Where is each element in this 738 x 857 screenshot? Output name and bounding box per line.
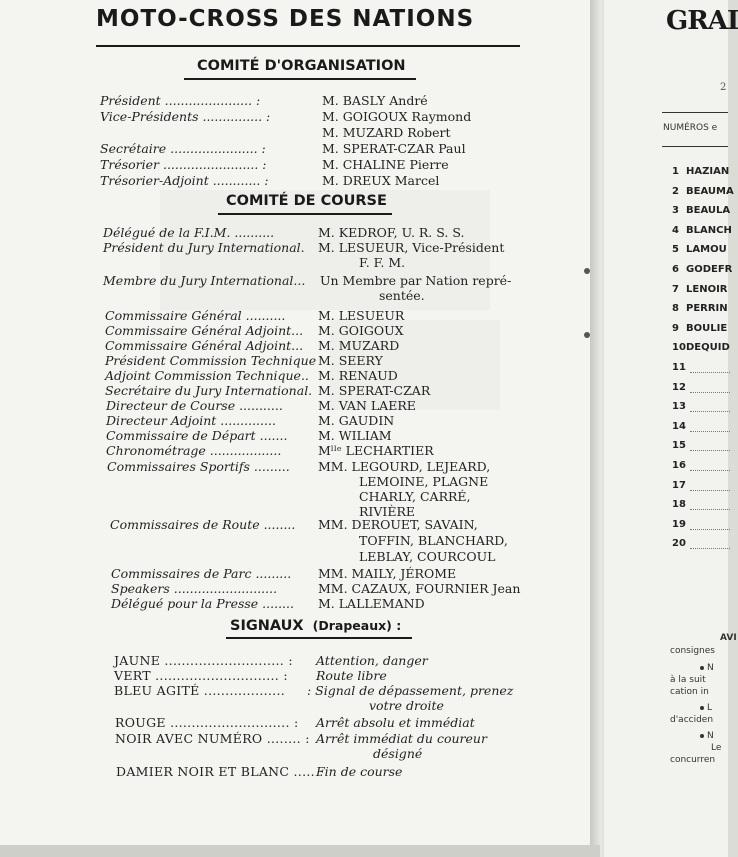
signal-label: BLEU AGITÉ ...................	[114, 683, 285, 698]
right-page-title: GRAI	[666, 6, 738, 36]
rider-number: 11	[672, 362, 686, 373]
course-label: Commissaire Général ..........	[105, 308, 286, 323]
course-row	[105, 323, 545, 339]
rider-name: GODEFR	[686, 264, 733, 275]
org-label: Trésorier ........................ :	[100, 157, 267, 172]
course-label: Speakers ..........................	[111, 581, 278, 596]
rider-row	[672, 421, 728, 437]
bullet-icon	[700, 706, 704, 710]
title-underline	[96, 45, 520, 47]
course-row	[105, 383, 545, 399]
course-row	[105, 353, 545, 369]
course-value: Mˡˡᵉ LECHARTIER	[318, 443, 434, 458]
rider-row	[672, 499, 728, 515]
signal-row	[115, 746, 555, 762]
course-value: MM. LEGOURD, LEJEARD,	[318, 459, 491, 474]
signal-row	[114, 653, 554, 669]
rider-name: BEAULA	[686, 205, 731, 217]
course-value: M. LESUEUR	[318, 308, 405, 323]
riders-header: NUMÉROS e	[663, 123, 718, 133]
signal-value: Route libre	[316, 668, 387, 683]
course-value: CHARLY, CARRÉ,	[359, 489, 471, 504]
rider-name: LENOIR	[686, 283, 728, 295]
rider-blank-line	[690, 431, 730, 432]
rider-name: BOULIE	[686, 322, 728, 334]
rider-number: 5	[672, 244, 679, 256]
organisation-underline	[184, 78, 416, 80]
rider-number: 17	[672, 479, 686, 491]
course-value: M. SPERAT-CZAR	[318, 383, 431, 398]
rider-row	[672, 224, 732, 241]
page-edge	[0, 845, 600, 857]
rider-number: 7	[672, 283, 679, 295]
organisation-heading: COMITÉ D'ORGANISATION	[197, 58, 406, 74]
rider-row	[672, 323, 728, 339]
rider-row	[672, 440, 728, 456]
rider-name: BLANCH	[686, 224, 732, 236]
course-row	[110, 533, 550, 549]
rider-row	[672, 519, 728, 535]
course-label: Directeur Adjoint ..............	[106, 413, 276, 428]
rider-row	[672, 342, 728, 358]
rider-name: DEQUID	[686, 342, 730, 354]
course-row	[110, 549, 550, 565]
signals-heading	[230, 618, 401, 634]
rider-row	[672, 401, 728, 417]
rider-blank-line	[690, 490, 730, 491]
notice-bullet	[700, 663, 714, 673]
rider-row	[672, 205, 731, 221]
rider-blank-line	[690, 372, 730, 373]
course-value: F. F. M.	[359, 255, 406, 270]
course-row	[103, 255, 543, 271]
rider-row	[672, 538, 728, 554]
notice-heading: AVI	[720, 633, 737, 643]
rider-name: LAMOU	[686, 244, 727, 256]
org-label: Président ...................... :	[100, 93, 261, 108]
rider-name: HAZIAN	[686, 166, 730, 177]
signal-value: Arrêt immédiat du coureur	[316, 731, 487, 746]
right-page-number: 2	[720, 82, 727, 93]
org-value: M. MUZARD Robert	[322, 125, 451, 140]
course-value: MM. CAZAUX, FOURNIER Jean	[318, 581, 521, 596]
rider-number: 14	[672, 420, 686, 432]
signal-value: Fin de course	[316, 764, 403, 779]
org-label: Secrétaire ...................... :	[100, 141, 266, 156]
org-label: Trésorier-Adjoint ............ :	[100, 173, 269, 188]
course-label: Commissaires de Route ........	[110, 517, 296, 532]
signal-value: : Signal de dépassement, prenez	[307, 683, 514, 698]
rider-number: 15	[672, 440, 686, 452]
course-row	[105, 338, 545, 354]
org-value: M. DREUX Marcel	[322, 173, 440, 188]
org-value: M. SPERAT-CZAR Paul	[322, 141, 466, 156]
course-heading: COMITÉ DE COURSE	[226, 193, 387, 209]
course-value: M. MUZARD	[318, 338, 400, 353]
course-row	[111, 596, 551, 612]
course-value: sentée.	[379, 288, 425, 303]
rider-row	[672, 480, 728, 496]
course-label: Chronométrage ..................	[106, 443, 282, 458]
rider-number: 9	[672, 322, 679, 334]
course-value: M. GOIGOUX	[318, 323, 404, 338]
rider-row	[672, 460, 728, 476]
notice-line: concurren	[670, 755, 716, 765]
org-row	[100, 125, 520, 141]
course-row	[107, 474, 547, 490]
page-title: MOTO-CROSS DES NATIONS	[96, 6, 475, 32]
course-value: M. GAUDIN	[318, 413, 395, 428]
course-label: Adjoint Commission Technique..	[105, 368, 309, 383]
course-row	[106, 428, 546, 444]
rider-row	[672, 303, 728, 319]
notice-line: d'acciden	[670, 715, 714, 725]
course-value: M. RENAUD	[318, 368, 398, 383]
signal-label: VERT ............................. :	[114, 668, 288, 683]
course-label: Commissaires Sportifs .........	[107, 459, 290, 474]
rider-row	[672, 362, 728, 378]
rider-blank-line	[690, 411, 730, 412]
signal-value: votre droite	[369, 698, 444, 713]
notice-text: N	[707, 731, 714, 741]
signal-row	[115, 715, 555, 731]
rider-blank-line	[690, 470, 730, 471]
course-row	[105, 368, 545, 384]
bullet-icon	[700, 734, 704, 738]
course-row	[110, 517, 550, 533]
rider-row	[672, 264, 733, 280]
rider-number: 10	[672, 342, 686, 354]
signals-underline	[226, 637, 412, 639]
rider-number: 16	[672, 460, 686, 471]
org-value: M. BASLY André	[322, 93, 428, 108]
org-row	[100, 93, 520, 109]
rider-number: 12	[672, 381, 686, 393]
course-value: MM. DEROUET, SAVAIN,	[318, 517, 478, 532]
org-value: M. CHALINE Pierre	[322, 157, 449, 172]
rider-blank-line	[690, 450, 730, 451]
signal-row	[114, 668, 554, 684]
rider-number: 3	[672, 205, 679, 217]
course-row	[111, 581, 551, 597]
course-value: TOFFIN, BLANCHARD,	[359, 533, 508, 548]
rider-number: 19	[672, 518, 686, 530]
course-value: M. WILIAM	[318, 428, 392, 443]
rider-row	[672, 244, 728, 260]
rider-name: PERRIN	[686, 303, 728, 315]
course-label: Commissaire Général Adjoint...	[105, 323, 304, 338]
course-label: Président Commission Technique	[105, 353, 317, 368]
signal-label: ROUGE ............................ :	[115, 715, 299, 730]
course-value: M. VAN LAERE	[318, 398, 416, 413]
course-label: Délégué pour la Presse ........	[111, 596, 294, 611]
org-label: Vice-Présidents ............... :	[100, 109, 271, 124]
course-label: Directeur de Course ...........	[106, 398, 283, 413]
right-rule	[662, 146, 728, 147]
notice-line: consignes	[670, 646, 715, 656]
rider-row	[672, 284, 728, 300]
course-label: Commissaires de Parc .........	[111, 566, 292, 581]
course-row	[105, 308, 545, 324]
course-value: M. LESUEUR, Vice-Président	[318, 240, 505, 255]
course-label: Commissaire de Départ .......	[106, 428, 288, 443]
course-row	[107, 459, 547, 475]
course-label: Membre du Jury International...	[103, 273, 306, 288]
rider-blank-line	[690, 529, 730, 530]
right-rule	[662, 112, 728, 113]
notice-line: cation in	[670, 687, 709, 697]
rider-number: 8	[672, 303, 679, 315]
notice-bullet	[700, 731, 714, 741]
course-row	[103, 225, 543, 241]
course-value: LEBLAY, COURCOUL	[359, 549, 496, 564]
org-row	[100, 173, 520, 189]
course-underline	[218, 213, 392, 215]
org-row	[100, 157, 520, 173]
signal-row	[115, 731, 555, 747]
course-value: LEMOINE, PLAGNE	[359, 474, 489, 489]
notice-bullet	[700, 703, 712, 713]
signals-heading-main: SIGNAUX	[230, 618, 304, 634]
signal-label: NOIR AVEC NUMÉRO ........ :	[115, 731, 310, 746]
rider-number: 4	[672, 224, 679, 236]
signal-value: désigné	[373, 746, 423, 761]
course-value: RIVIÈRE	[359, 504, 415, 519]
course-row	[106, 413, 546, 429]
course-value: MM. MAILY, JÉROME	[318, 566, 457, 581]
signal-row	[114, 698, 554, 714]
org-value: M. GOIGOUX Raymond	[322, 109, 472, 124]
rider-row	[672, 382, 728, 398]
course-row	[103, 273, 543, 289]
rider-number: 6	[672, 264, 679, 275]
course-value: M. KEDROF, U. R. S. S.	[318, 225, 465, 240]
bullet-icon	[700, 666, 704, 670]
rider-blank-line	[690, 392, 730, 393]
course-row	[103, 240, 543, 256]
course-row	[107, 489, 547, 505]
signal-value: Attention, danger	[316, 653, 428, 668]
rider-number: 18	[672, 499, 686, 511]
rider-blank-line	[690, 509, 730, 510]
course-label: Commissaire Général Adjoint...	[105, 338, 304, 353]
course-row	[111, 566, 551, 582]
notice-line: Le	[711, 743, 722, 753]
org-row	[100, 141, 520, 157]
course-label: Délégué de la F.I.M. ..........	[103, 225, 275, 240]
course-row	[103, 288, 543, 304]
signals-heading-sub: (Drapeaux) :	[312, 618, 402, 633]
rider-row	[672, 185, 734, 202]
course-value: Un Membre par Nation repré-	[320, 273, 512, 288]
signal-row	[116, 764, 556, 780]
signal-label: JAUNE ............................ :	[114, 653, 293, 668]
rider-row	[672, 166, 728, 182]
signal-value: Arrêt absolu et immédiat	[316, 715, 475, 730]
rider-number: 20	[672, 538, 686, 550]
rider-number: 1	[672, 166, 679, 177]
course-label: Président du Jury International.	[103, 240, 305, 255]
notice-text: L	[707, 703, 713, 713]
rider-name: BEAUMA	[686, 185, 734, 197]
signal-row	[114, 683, 554, 699]
notice-text: N	[707, 663, 714, 673]
course-label: Secrétaire du Jury International.	[105, 383, 313, 398]
course-row	[106, 398, 546, 414]
rider-number: 2	[672, 185, 679, 197]
rider-blank-line	[690, 548, 730, 549]
org-row	[100, 109, 520, 125]
signal-label: DAMIER NOIR ET BLANC ..... :	[116, 764, 324, 779]
notice-line: à la suit	[670, 675, 706, 685]
course-value: M. LALLEMAND	[318, 596, 425, 611]
rider-number: 13	[672, 401, 686, 413]
course-value: M. SEERY	[318, 353, 383, 368]
course-row	[106, 443, 546, 459]
